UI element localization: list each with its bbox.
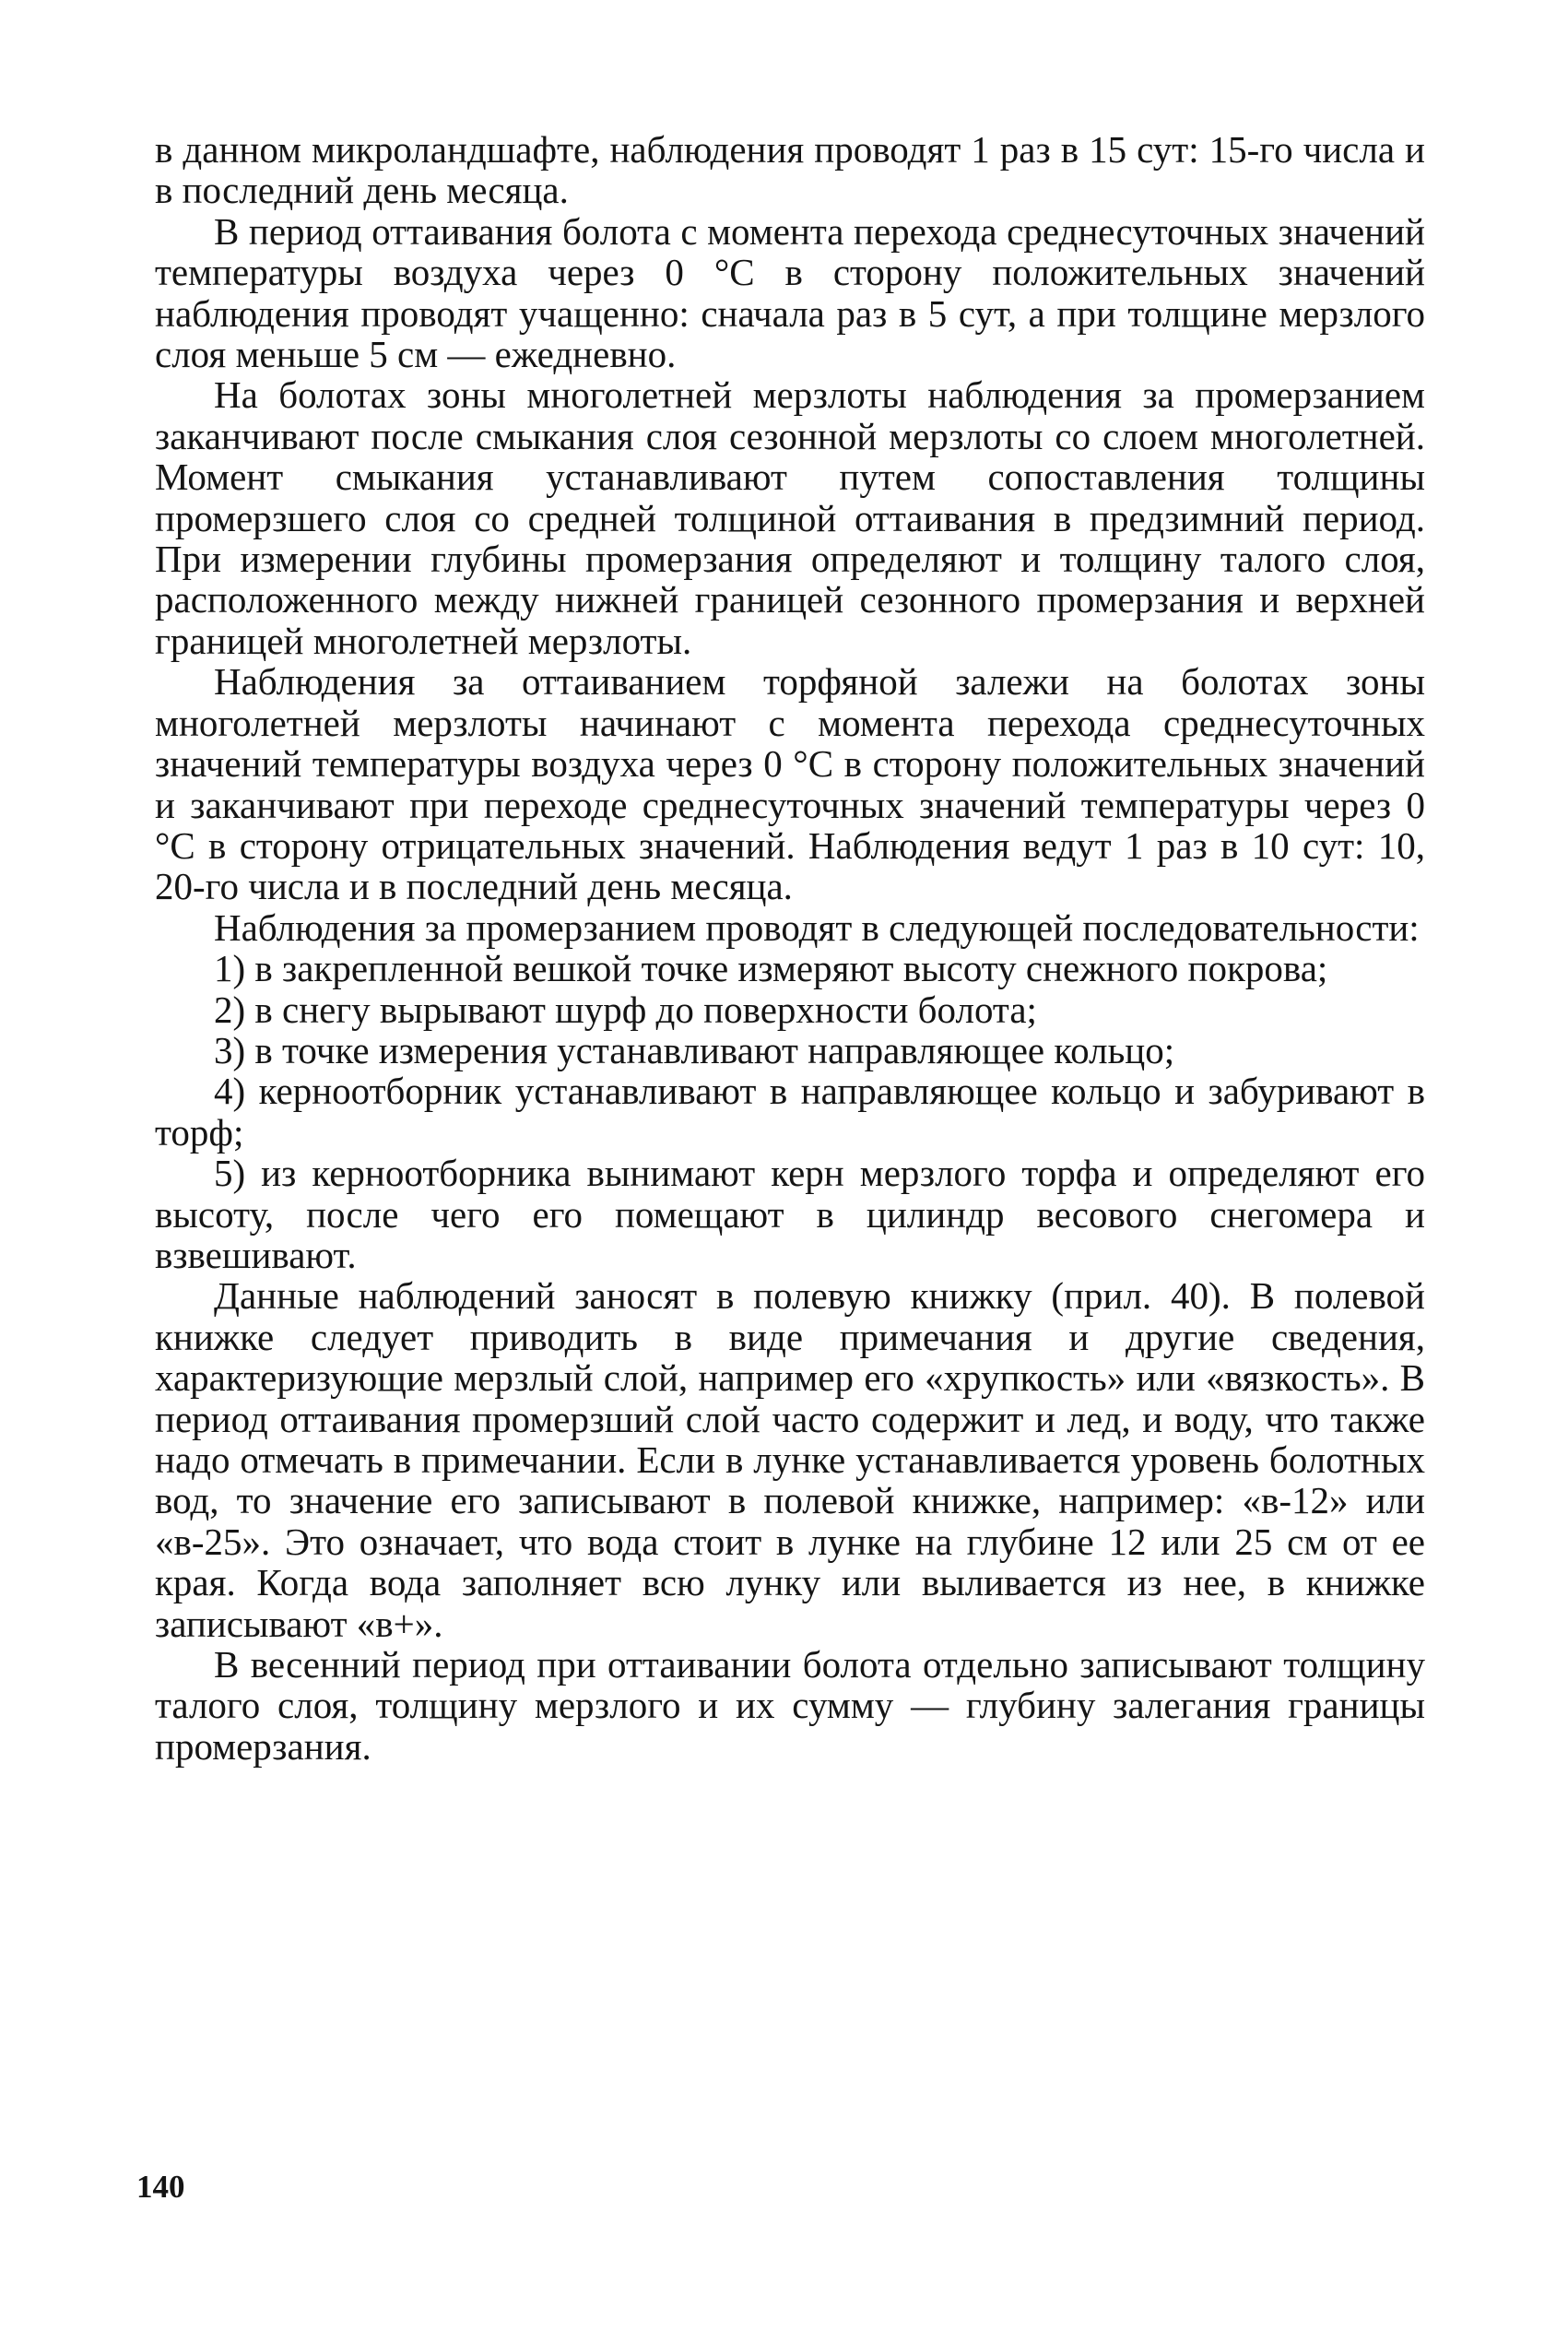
page-number: 140 xyxy=(136,2169,185,2205)
paragraph-spring-period: В весенний период при оттаивании болота отдельно записывают толщину талого слоя, толщину мерзлого и их сумму — глубину залегания границы промерзания. xyxy=(155,1643,1425,1768)
paragraph-thawing-period: В период оттаивания болота с момента перехода среднесуточных значений температуры воздуха через 0 °С в сторону положительных значений наблюдения проводят учащенно: сначала раз в 5 сут, а при толщине мерзлого слоя меньше 5 см — ежедневно. xyxy=(155,209,1425,376)
list-item-step-1: 1) в закрепленной вешкой точке измеряют высоту снежного покрова; xyxy=(214,947,1328,990)
list-item-step-3: 3) в точке измерения устанавливают направляющее кольцо; xyxy=(214,1028,1175,1071)
list-item-step-2: 2) в снегу вырывают шурф до поверхности болота; xyxy=(214,988,1037,1031)
paragraph-field-book: Данные наблюдений заносят в полевую книжку (прил. 40). В полевой книжке следует приводить в виде примечания и другие сведения, характеризующие мерзлый слой, например его «хрупкость» или «вязкость». В период оттаивания промерзший слой часто содержит и лед, и воду, что также надо отмечать в примечании. Если в лунке устанавливается уровень болотных вод, то значение его записывают в полевой книжке, например: «в-12» или «в-25». Это означает, что вода стоит в лунке на глубине 12 или 25 см от ее края. Когда вода заполняет всю лунку или выливается из нее, в книжке записывают «в+». xyxy=(155,1274,1425,1645)
paragraph-permafrost-thawing: Наблюдения за оттаиванием торфяной залежи на болотах зоны многолетней мерзлоты начинают с момента перехода среднесуточных значений температуры воздуха через 0 °С в сторону положительных значений и заканчивают при переходе среднесуточных значений температуры через 0 °С в сторону отрицательных значений. Наблюдения ведут 1 раз в 10 сут: 10, 20-го числа и в последний день месяца. xyxy=(155,660,1425,908)
paragraph-sequence-intro: Наблюдения за промерзанием проводят в следующей последовательности: xyxy=(214,905,1420,949)
paragraph-continuation: в данном микроландшафте, наблюдения проводят 1 раз в 15 сут: 15-го числа и в последний день месяца. xyxy=(155,128,1425,212)
list-item-step-4: 4) керноотборник устанавливают в направляющее кольцо и забуривают в торф; xyxy=(155,1070,1425,1154)
page-text-block xyxy=(155,129,1425,1767)
paragraph-permafrost-freezing: На болотах зоны многолетней мерзлоты наблюдения за промерзанием заканчивают после смыкания слоя сезонной мерзлоты со слоем многолетней. Момент смыкания устанавливают путем сопоставления толщины промерзшего слоя со средней толщиной оттаивания в предзимний период. При измерении глубины промерзания определяют и толщину талого слоя, расположенного между нижней границей сезонного промерзания и верхней границей многолетней мерзлоты. xyxy=(155,373,1425,662)
list-item-step-5: 5) из керноотборника вынимают керн мерзлого торфа и определяют его высоту, после чего его помещают в цилиндр весового снегомера и взвешивают. xyxy=(155,1152,1425,1276)
